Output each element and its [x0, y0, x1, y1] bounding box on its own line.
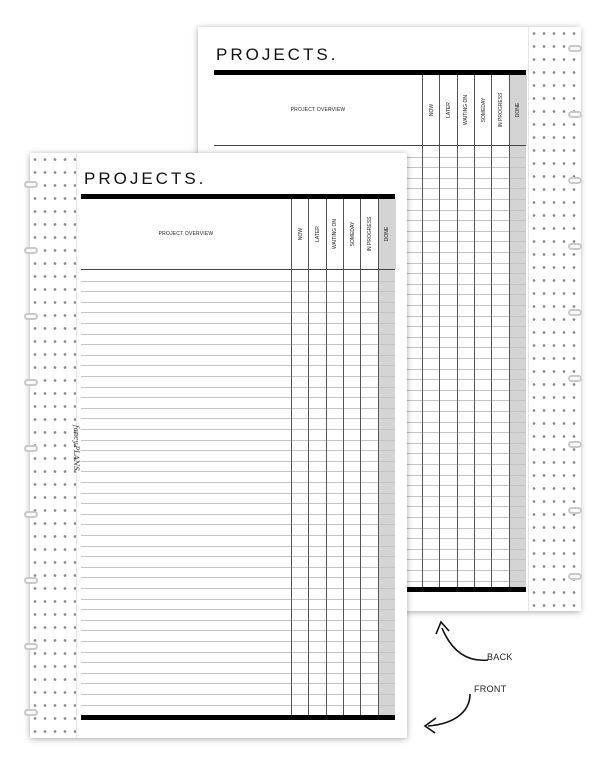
column-divider	[491, 146, 492, 587]
table-row	[81, 312, 395, 313]
table-row	[81, 408, 395, 409]
page-title: PROJECTS.	[216, 45, 339, 64]
binder-ring	[568, 441, 582, 448]
table-row	[81, 493, 395, 494]
binder-ring	[24, 577, 38, 584]
table-header	[214, 75, 526, 146]
page-title: PROJECTS.	[84, 169, 207, 188]
table-row	[81, 418, 395, 419]
table-row	[81, 620, 395, 621]
column-label: DONE	[384, 226, 391, 242]
column-label: IN PROGRESS	[366, 216, 373, 252]
table-row	[81, 334, 395, 335]
binder-ring	[24, 709, 38, 716]
column-divider	[474, 146, 475, 587]
table-row	[81, 344, 395, 345]
table-row	[81, 482, 395, 483]
brand-logo: fancy.PLANS	[72, 425, 80, 471]
column-label: SOMEDAY	[349, 221, 356, 247]
binder-ring	[568, 375, 582, 382]
column-label: SOMEDAY	[480, 97, 487, 123]
column-header-waiting-on	[457, 75, 475, 145]
table-row	[81, 683, 395, 684]
table-row	[81, 471, 395, 472]
column-label: NOW	[428, 103, 435, 117]
overview-header: PROJECT OVERVIEW	[158, 231, 214, 237]
binder-ring	[568, 111, 582, 118]
column-divider	[291, 270, 292, 715]
table-row	[81, 662, 395, 663]
binder-ring	[568, 243, 582, 250]
table-row	[81, 514, 395, 515]
binder-ring	[24, 379, 38, 386]
column-divider	[343, 270, 344, 715]
table-row	[81, 705, 395, 706]
table-row	[81, 567, 395, 568]
table-row	[81, 365, 395, 366]
binder-ring	[568, 309, 582, 316]
column-header-in-progress	[360, 199, 378, 269]
table-rows	[81, 270, 395, 715]
binder-ring	[24, 247, 38, 254]
table-row	[81, 291, 395, 292]
column-label: WAITING ON	[463, 94, 470, 126]
table-row	[81, 588, 395, 589]
table-row	[81, 673, 395, 674]
column-header-someday	[343, 199, 361, 269]
table-row	[81, 694, 395, 695]
footer-bar	[81, 715, 395, 720]
done-column-shade	[509, 146, 526, 587]
front-label: FRONT	[474, 684, 507, 694]
table-row	[81, 546, 395, 547]
binder-ring	[568, 507, 582, 514]
back-label: BACK	[487, 652, 513, 662]
table-row	[81, 577, 395, 578]
table-row	[81, 355, 395, 356]
table-row	[81, 440, 395, 441]
table-row	[81, 609, 395, 610]
table-row	[81, 387, 395, 388]
column-label: NOW	[297, 227, 304, 241]
column-divider	[439, 146, 440, 587]
table-row	[81, 535, 395, 536]
table-row	[81, 397, 395, 398]
column-label: LATER	[314, 226, 321, 242]
column-header-done	[509, 75, 527, 145]
column-header-later	[308, 199, 326, 269]
column-header-waiting-on	[326, 199, 344, 269]
column-divider	[360, 270, 361, 715]
table-row	[81, 641, 395, 642]
binder-ring	[568, 177, 582, 184]
binder-ring	[24, 445, 38, 452]
table-row	[81, 630, 395, 631]
table-row	[81, 429, 395, 430]
binder-ring	[24, 313, 38, 320]
binder-ring	[568, 45, 582, 52]
column-header-in-progress	[491, 75, 509, 145]
table-row	[81, 450, 395, 451]
column-header-now	[422, 75, 440, 145]
front-arrow-icon	[420, 690, 480, 736]
table-row	[81, 281, 395, 282]
column-header-later	[439, 75, 457, 145]
table-row	[81, 652, 395, 653]
column-header-now	[291, 199, 309, 269]
column-divider	[457, 146, 458, 587]
binder-ring	[568, 573, 582, 580]
column-label: WAITING ON	[332, 218, 339, 250]
table-row	[81, 599, 395, 600]
column-header-done	[378, 199, 396, 269]
table-row	[81, 461, 395, 462]
table-row	[81, 323, 395, 324]
front-page	[30, 153, 407, 738]
column-divider	[422, 146, 423, 587]
column-header-someday	[474, 75, 492, 145]
binder-ring	[24, 511, 38, 518]
back-arrow-icon	[430, 618, 490, 666]
table-row	[81, 302, 395, 303]
table-row	[81, 376, 395, 377]
binder-ring	[24, 181, 38, 188]
binder-ring	[24, 643, 38, 650]
column-label: DONE	[515, 102, 522, 118]
table-header	[81, 199, 395, 270]
projects-table	[81, 194, 395, 720]
column-label: LATER	[445, 102, 452, 118]
column-label: IN PROGRESS	[497, 92, 504, 128]
overview-header: PROJECT OVERVIEW	[290, 107, 346, 113]
column-divider	[308, 270, 309, 715]
column-divider	[509, 146, 510, 587]
table-row	[81, 524, 395, 525]
table-row	[81, 556, 395, 557]
table-row	[81, 503, 395, 504]
column-divider	[326, 270, 327, 715]
column-divider	[378, 270, 379, 715]
